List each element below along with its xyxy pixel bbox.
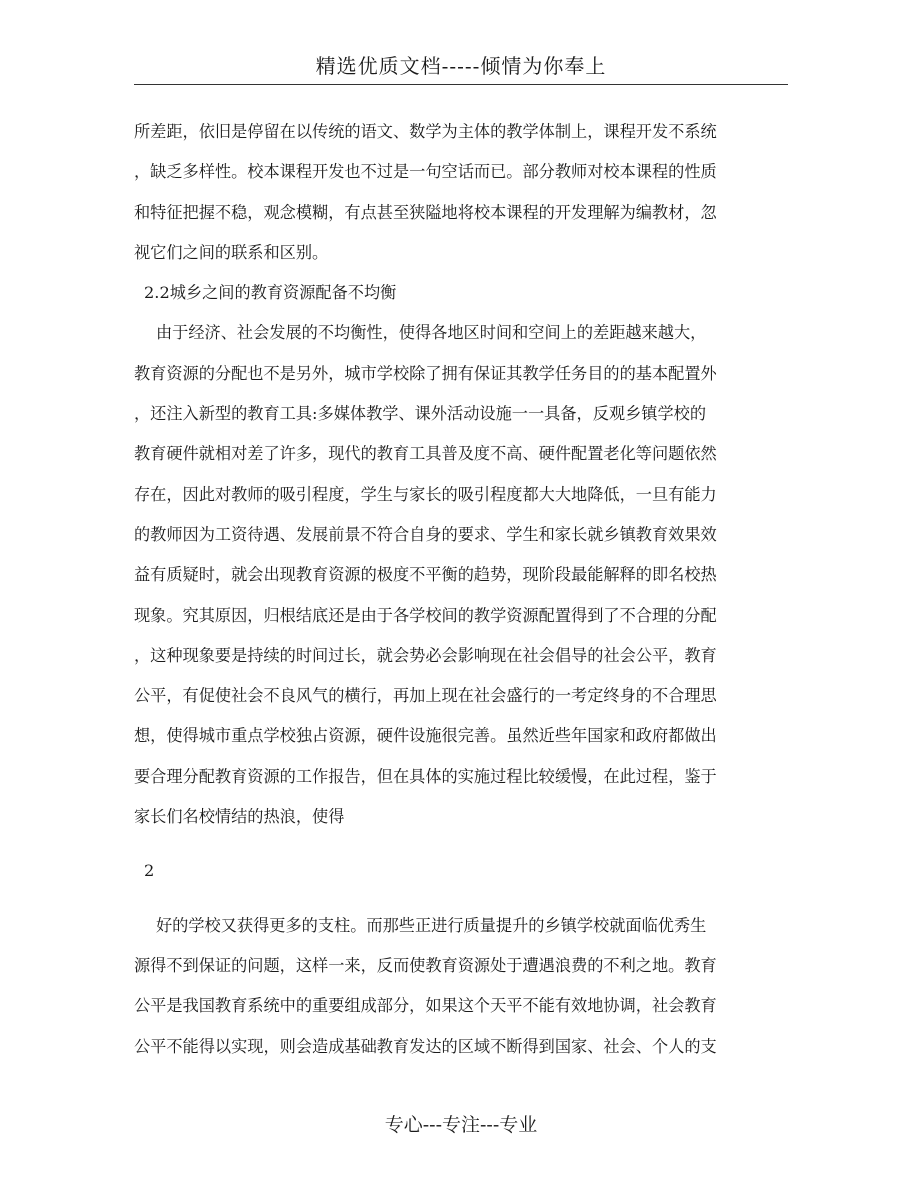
text-line: 和特征把握不稳，观念模糊，有点甚至狭隘地将校本课程的开发理解为编教材，忽	[134, 202, 717, 222]
spacer	[134, 837, 786, 851]
section-heading: 2.2城乡之间的教育资源配备不均衡	[144, 283, 397, 303]
document-body	[134, 112, 786, 1067]
text-line: 好的学校又获得更多的支柱。而那些正进行质量提升的乡镇学校就面临优秀生	[156, 915, 707, 935]
text-line: 公平是我国教育系统中的重要组成部分，如果这个天平不能有效地协调，社会教育	[134, 996, 717, 1016]
text-line: ，缺乏多样性。校本课程开发也不过是一句空话而已。部分教师对校本课程的性质	[134, 162, 717, 182]
spacer	[134, 892, 786, 906]
text-line: 存在，因此对教师的吸引程度，学生与家长的吸引程度都大大地降低，一旦有能力	[134, 484, 717, 504]
text-line: 的教师因为工资待遇、发展前景不符合自身的要求、学生和家长就乡镇教育效果效	[134, 524, 717, 544]
text-line: 教育硬件就相对差了许多，现代的教育工具普及度不高、硬件配置老化等问题依然	[134, 444, 717, 464]
text-line: 现象。究其原因，归根结底还是由于各学校间的教学资源配置得到了不合理的分配	[134, 605, 717, 625]
page-number: 2	[144, 861, 155, 881]
text-line: 视它们之间的联系和区别。	[134, 242, 329, 262]
header-divider	[134, 84, 788, 85]
page-footer: 专心---专注---专业	[384, 1114, 538, 1136]
text-line: 源得不到保证的问题，这样一来，反而使教育资源处于遭遇浪费的不利之地。教育	[134, 955, 717, 975]
text-line: 要合理分配教育资源的工作报告，但在具体的实施过程比较缓慢，在此过程，鉴于	[134, 766, 717, 786]
text-line: 公平，有促使社会不良风气的横行，再加上现在社会盛行的一考定终身的不合理思	[134, 686, 717, 706]
text-line: 想，使得城市重点学校独占资源，硬件设施很完善。虽然近些年国家和政府都做出	[134, 726, 717, 746]
text-line: 家长们名校情结的热浪，使得	[134, 807, 345, 827]
text-line: 益有质疑时，就会出现教育资源的极度不平衡的趋势，现阶段最能解释的即名校热	[134, 565, 717, 585]
text-line: 公平不能得以实现，则会造成基础教育发达的区域不断得到国家、社会、个人的支	[134, 1036, 717, 1056]
text-line: ，还注入新型的教育工具:多媒体教学、课外活动设施一一具备，反观乡镇学校的	[134, 404, 707, 424]
text-line: 教育资源的分配也不是另外，城市学校除了拥有保证其教学任务目的的基本配置外	[134, 363, 717, 383]
paragraph-2	[134, 313, 786, 837]
paragraph-1	[134, 112, 786, 273]
text-line: ，这种现象要是持续的时间过长，就会势必会影响现在社会倡导的社会公平，教育	[134, 645, 717, 665]
text-line: 由于经济、社会发展的不均衡性，使得各地区时间和空间上的差距越来越大，	[156, 323, 707, 343]
paragraph-3	[134, 906, 786, 1067]
page-header-title: 精选优质文档-----倾情为你奉上	[315, 54, 607, 78]
text-line: 所差距，依旧是停留在以传统的语文、数学为主体的教学体制上，课程开发不系统	[134, 122, 717, 141]
